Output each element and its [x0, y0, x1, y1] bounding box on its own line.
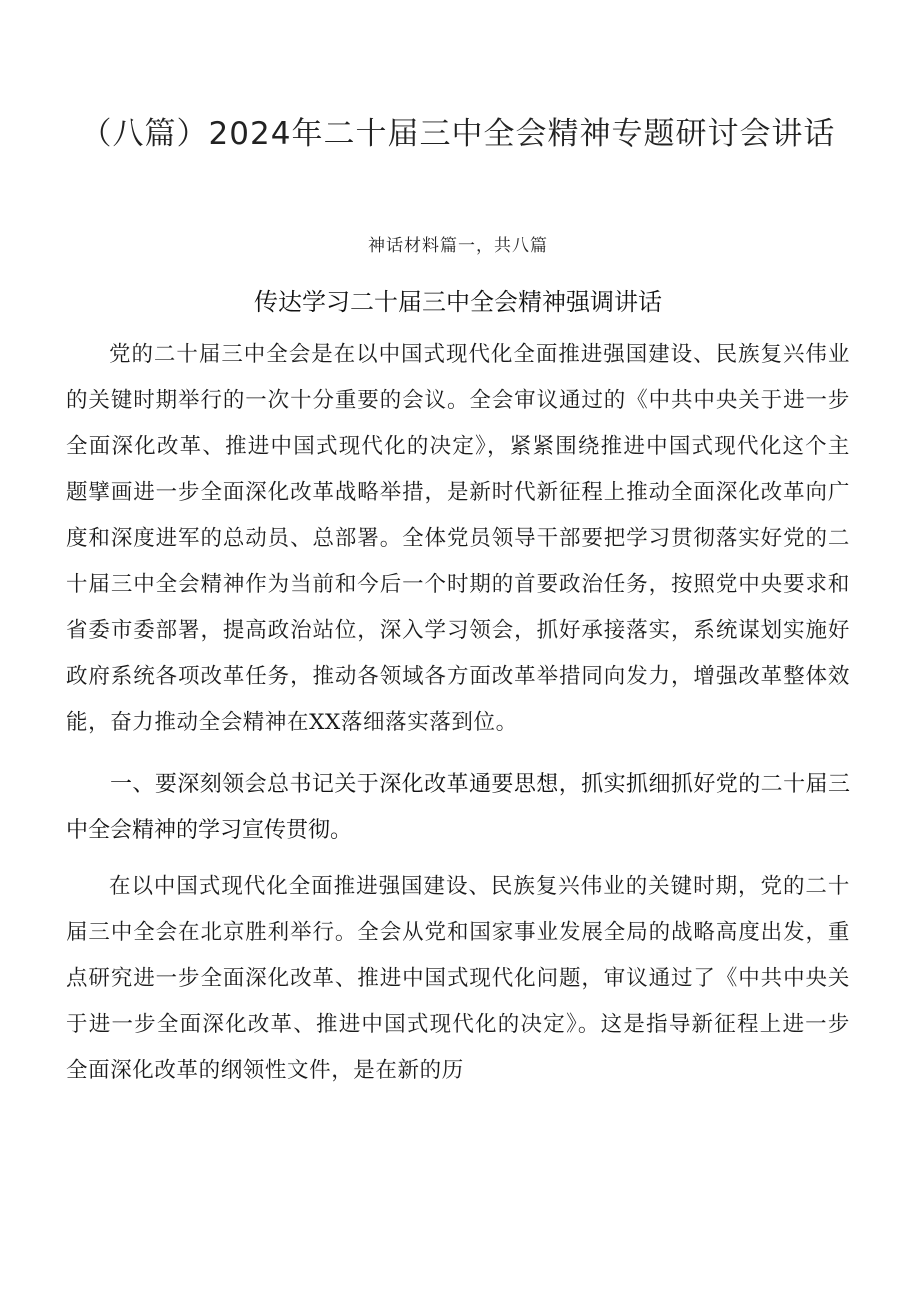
- section-title: 传达学习二十届三中全会精神强调讲话: [254, 288, 662, 316]
- document-title: （八篇）2024年二十届三中全会精神专题研讨会讲话: [80, 116, 836, 152]
- document-subtitle: 神话材料篇一，共八篇: [368, 236, 548, 256]
- body-paragraph-1: 党的二十届三中全会是在以中国式现代化全面推进强国建设、民族复兴伟业的关键时期举行的一次十分重要的会议。全会审议通过的《中共中央关于进一步全面深化改革、推进中国式现代化的决定》，紧紧围绕推进中国式现代化这个主题擘画进一步全面深化改革战略举措，是新时代新征程上推动全面深化改革向广度和深度进军的总动员、总部署。全体党员领导干部要把学习贯彻落实好党的二十届三中全会精神作为当前和今后一个时期的首要政治任务，按照党中央要求和省委市委部署，提高政治站位，深入学习领会，抓好承接落实，系统谋划实施好政府系统各项改革任务，推动各领域各方面改革举措同向发力，增强改革整体效能，奋力推动全会精神在XX落细落实落到位。: [66, 342, 850, 735]
- body-paragraph-2: 在以中国式现代化全面推进强国建设、民族复兴伟业的关键时期，党的二十届三中全会在北京胜利举行。全会从党和国家事业发展全局的战略高度出发，重点研究进一步全面深化改革、推进中国式现代化问题，审议通过了《中共中央关于进一步全面深化改革、推进中国式现代化的决定》。这是指导新征程上进一步全面深化改革的纲领性文件，是在新的历: [66, 874, 850, 1083]
- section-heading-1: 一、要深刻领会总书记关于深化改革通要思想，抓实抓细抓好党的二十届三中全会精神的学习宣传贯彻。: [66, 772, 850, 843]
